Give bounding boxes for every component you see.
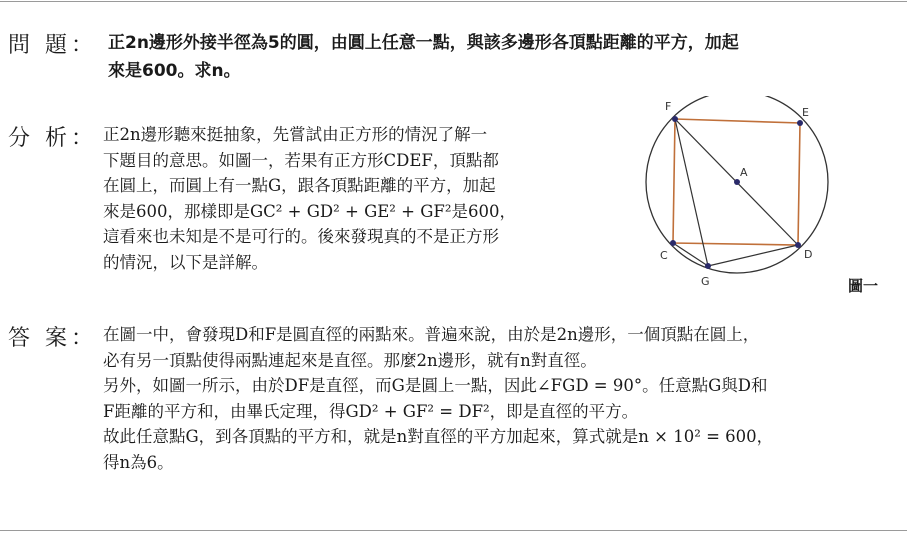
answer-line: 另外，如圖一所示，由於DF是直徑，而G是圓上一點，因此∠FGD = 90°。任意點G與D和 xyxy=(103,376,768,396)
question-text xyxy=(108,29,739,85)
analysis-text xyxy=(103,122,516,276)
question-line: 來是600。求n。 xyxy=(108,61,241,81)
label-d: D xyxy=(804,248,813,261)
analysis-line: 在圓上，而圓上有一點G，跟各頂點距離的平方，加起 xyxy=(103,176,496,196)
figure-svg xyxy=(640,96,840,296)
answer-line: 故此任意點G，到各頂點的平方和，就是n對直徑的平方加起來，算式就是n × 10² = 600， xyxy=(103,427,774,447)
point-d xyxy=(795,242,801,248)
figure-caption: 圖一 xyxy=(848,277,879,295)
analysis-line: 下題目的意思。如圖一，若果有正方形CDEF，頂點都 xyxy=(103,150,499,170)
analysis-line: 來是600，那樣即是GC² + GD² + GE² + GF²是600， xyxy=(103,201,516,221)
answer-line: 在圖一中，會發現D和F是圓直徑的兩點來。普遍來說，由於是2n邊形，一個頂點在圓上， xyxy=(103,325,760,344)
question-line: 正2n邊形外接半徑為5的圓，由圓上任意一點，與該多邊形各頂點距離的平方，加起 xyxy=(108,33,739,53)
point-e xyxy=(797,120,803,126)
question-label: 問 題： xyxy=(8,33,97,58)
geometry-figure xyxy=(640,96,840,296)
point-g xyxy=(705,263,711,269)
segment-gc xyxy=(673,243,708,266)
label-e: E xyxy=(802,106,809,119)
point-f xyxy=(672,116,678,122)
analysis-line: 這看來也未知是不是可行的。後來發現真的不是正方形 xyxy=(103,227,499,247)
analysis-line: 的情況，以下是詳解。 xyxy=(103,252,268,272)
answer-label: 答 案： xyxy=(8,326,97,351)
segment-gd xyxy=(708,245,798,266)
bottom-rule xyxy=(0,530,907,531)
point-c xyxy=(670,240,676,246)
answer-line: 必有另一頂點使得兩點連起來是直徑。那麼2n邊形，就有n對直徑。 xyxy=(103,350,597,370)
top-rule xyxy=(0,1,907,2)
label-f: F xyxy=(665,100,672,113)
answer-line: 得n為6。 xyxy=(103,452,174,472)
label-g: G xyxy=(701,275,710,288)
label-a: A xyxy=(740,166,748,179)
analysis-line: 正2n邊形聽來挺抽象，先嘗試由正方形的情況了解一 xyxy=(103,125,488,144)
answer-line: F距離的平方和，由畢氏定理，得GD² + GF² = DF²，即是直徑的平方。 xyxy=(103,401,639,421)
point-a xyxy=(734,179,740,185)
analysis-label: 分 析： xyxy=(8,126,97,151)
answer-text xyxy=(103,322,773,476)
label-c: C xyxy=(660,249,668,262)
